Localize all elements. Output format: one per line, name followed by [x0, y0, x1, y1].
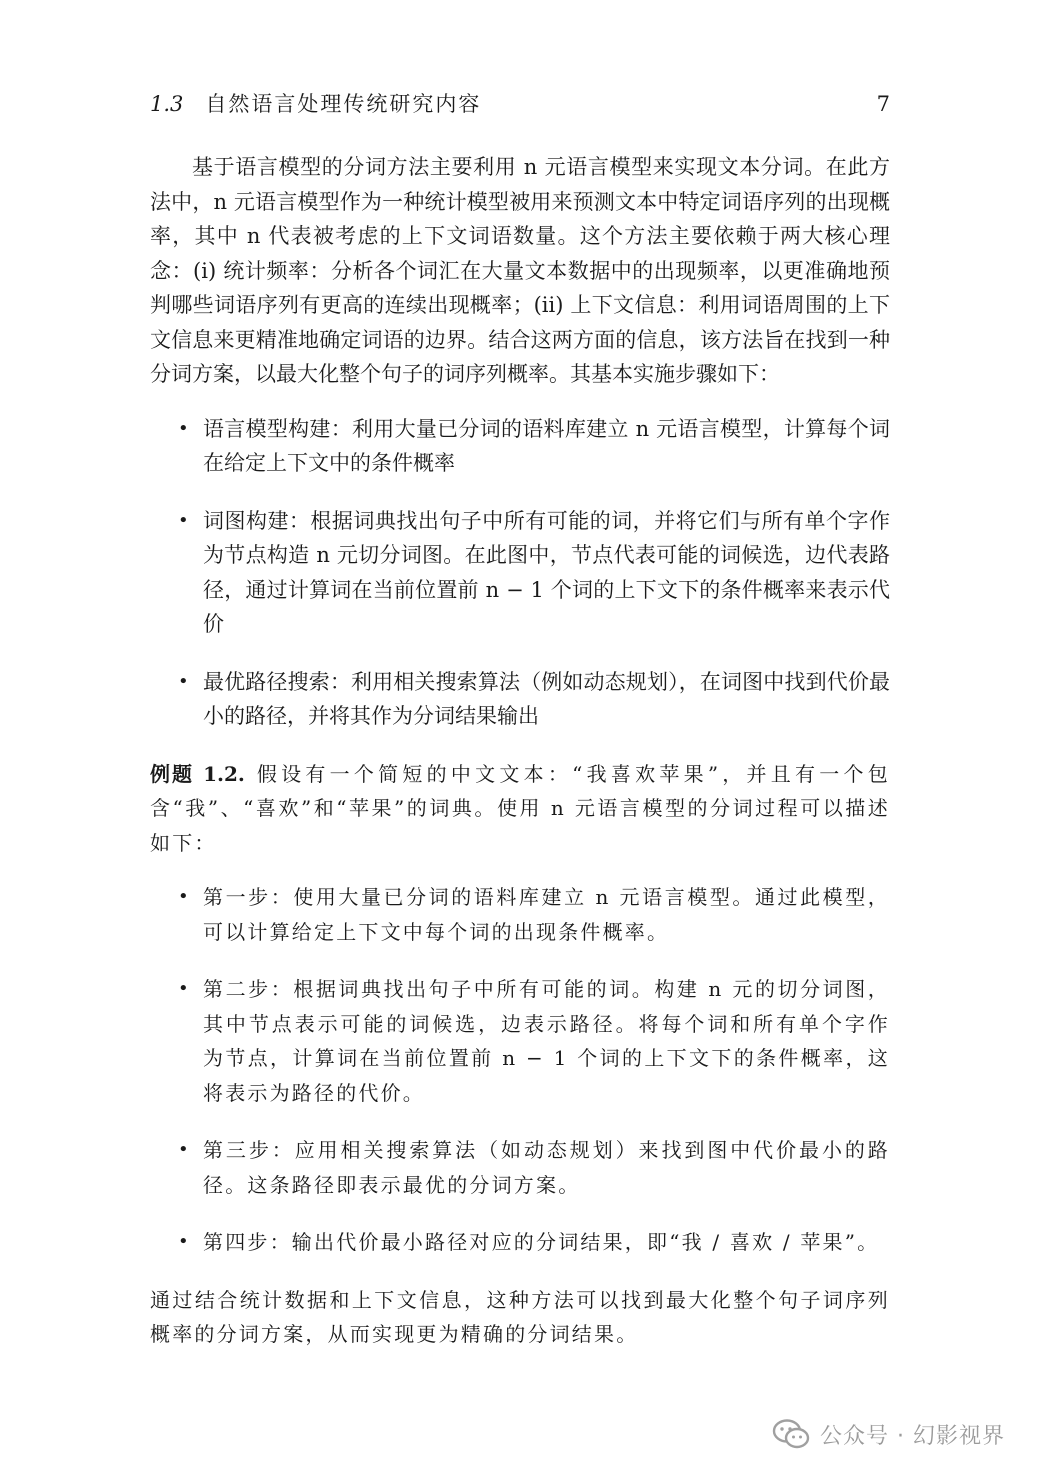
watermark-text: 公众号 · 幻影视界 [820, 1423, 1005, 1449]
example-text: 假设有一个简短的中文文本：“我喜欢苹果”，并且有一个包含“我”、“喜欢”和“苹果”的词典。使用 n 元语言模型的分词过程可以描述如下： [150, 761, 890, 855]
list-item-text: 第一步：使用大量已分词的语料库建立 n 元语言模型。通过此模型，可以计算给定上下文中每个词的出现条件概率。 [203, 885, 890, 944]
running-head [150, 88, 890, 122]
list-item-text: 第二步：根据词典找出句子中所有可能的词。构建 n 元的切分词图，其中节点表示可能的词候选，边表示路径。将每个词和所有单个字作为节点，计算词在当前位置前 n − 1 个词的上下文下的条件概率，这将表示为路径的代价。 [203, 977, 890, 1105]
bullet-icon: • [178, 417, 189, 439]
list-item [150, 880, 890, 949]
list-item-text: 最优路径搜索：利用相关搜索算法（例如动态规划），在词图中找到代价最小的路径，并将其作为分词结果输出 [203, 669, 890, 728]
example-paragraph [150, 757, 890, 861]
list-item [150, 412, 890, 481]
list-item [150, 665, 890, 734]
list-item [150, 1133, 890, 1202]
page-body [150, 88, 890, 1352]
intro-paragraph: 基于语言模型的分词方法主要利用 n 元语言模型来实现文本分词。在此方法中，n 元语言模型作为一种统计模型被用来预测文本中特定词语序列的出现概率，其中 n 代表被考虑的上下文词语数量。这个方法主要依赖于两大核心理念：(i) 统计频率：分析各个词汇在大量文本数据中的出现频率，以更准确地预判哪些词语序列有更高的连续出现概率；(ii) 上下文信息：利用词语周围的上下文信息来更精准地确定词语的边界。结合这两方面的信息，该方法旨在找到一种分词方案，以最大化整个句子的词序列概率。其基本实施步骤如下： [150, 155, 890, 386]
bullet-icon: • [178, 1139, 191, 1160]
watermark [772, 1414, 1005, 1454]
bullet-icon: • [178, 670, 189, 692]
example-step-list [150, 880, 890, 1260]
bullet-icon: • [178, 1231, 191, 1252]
list-item-text: 语言模型构建：利用大量已分词的语料库建立 n 元语言模型，计算每个词在给定上下文中的条件概率 [203, 416, 890, 475]
list-item-text: 词图构建：根据词典找出句子中所有可能的词，并将它们与所有单个字作为节点构造 n 元切分词图。在此图中，节点代表可能的词候选，边代表路径，通过计算词在当前位置前 n − 1 个词的上下文下的条件概率来表示代价 [203, 508, 890, 636]
example-label: 例题 1.2. [150, 761, 245, 786]
page-number: 7 [876, 92, 890, 116]
step-list [150, 412, 890, 734]
list-item-text: 第四步：输出代价最小路径对应的分词结果，即“我 / 喜欢 / 苹果”。 [203, 1230, 880, 1254]
bullet-icon: • [178, 978, 191, 999]
bullet-icon: • [178, 509, 189, 531]
section-title: 自然语言处理传统研究内容 [205, 92, 482, 116]
list-item [150, 972, 890, 1110]
running-head-left [150, 88, 481, 118]
list-item-text: 第三步：应用相关搜索算法（如动态规划）来找到图中代价最小的路径。这条路径即表示最优的分词方案。 [203, 1138, 890, 1197]
list-item [150, 504, 890, 642]
wechat-icon [772, 1419, 810, 1449]
section-number: 1.3 [150, 92, 184, 116]
list-item [150, 1225, 890, 1260]
conclusion-paragraph: 通过结合统计数据和上下文信息，这种方法可以找到最大化整个句子词序列概率的分词方案，从而实现更为精确的分词结果。 [150, 1287, 890, 1346]
bullet-icon: • [178, 886, 191, 907]
